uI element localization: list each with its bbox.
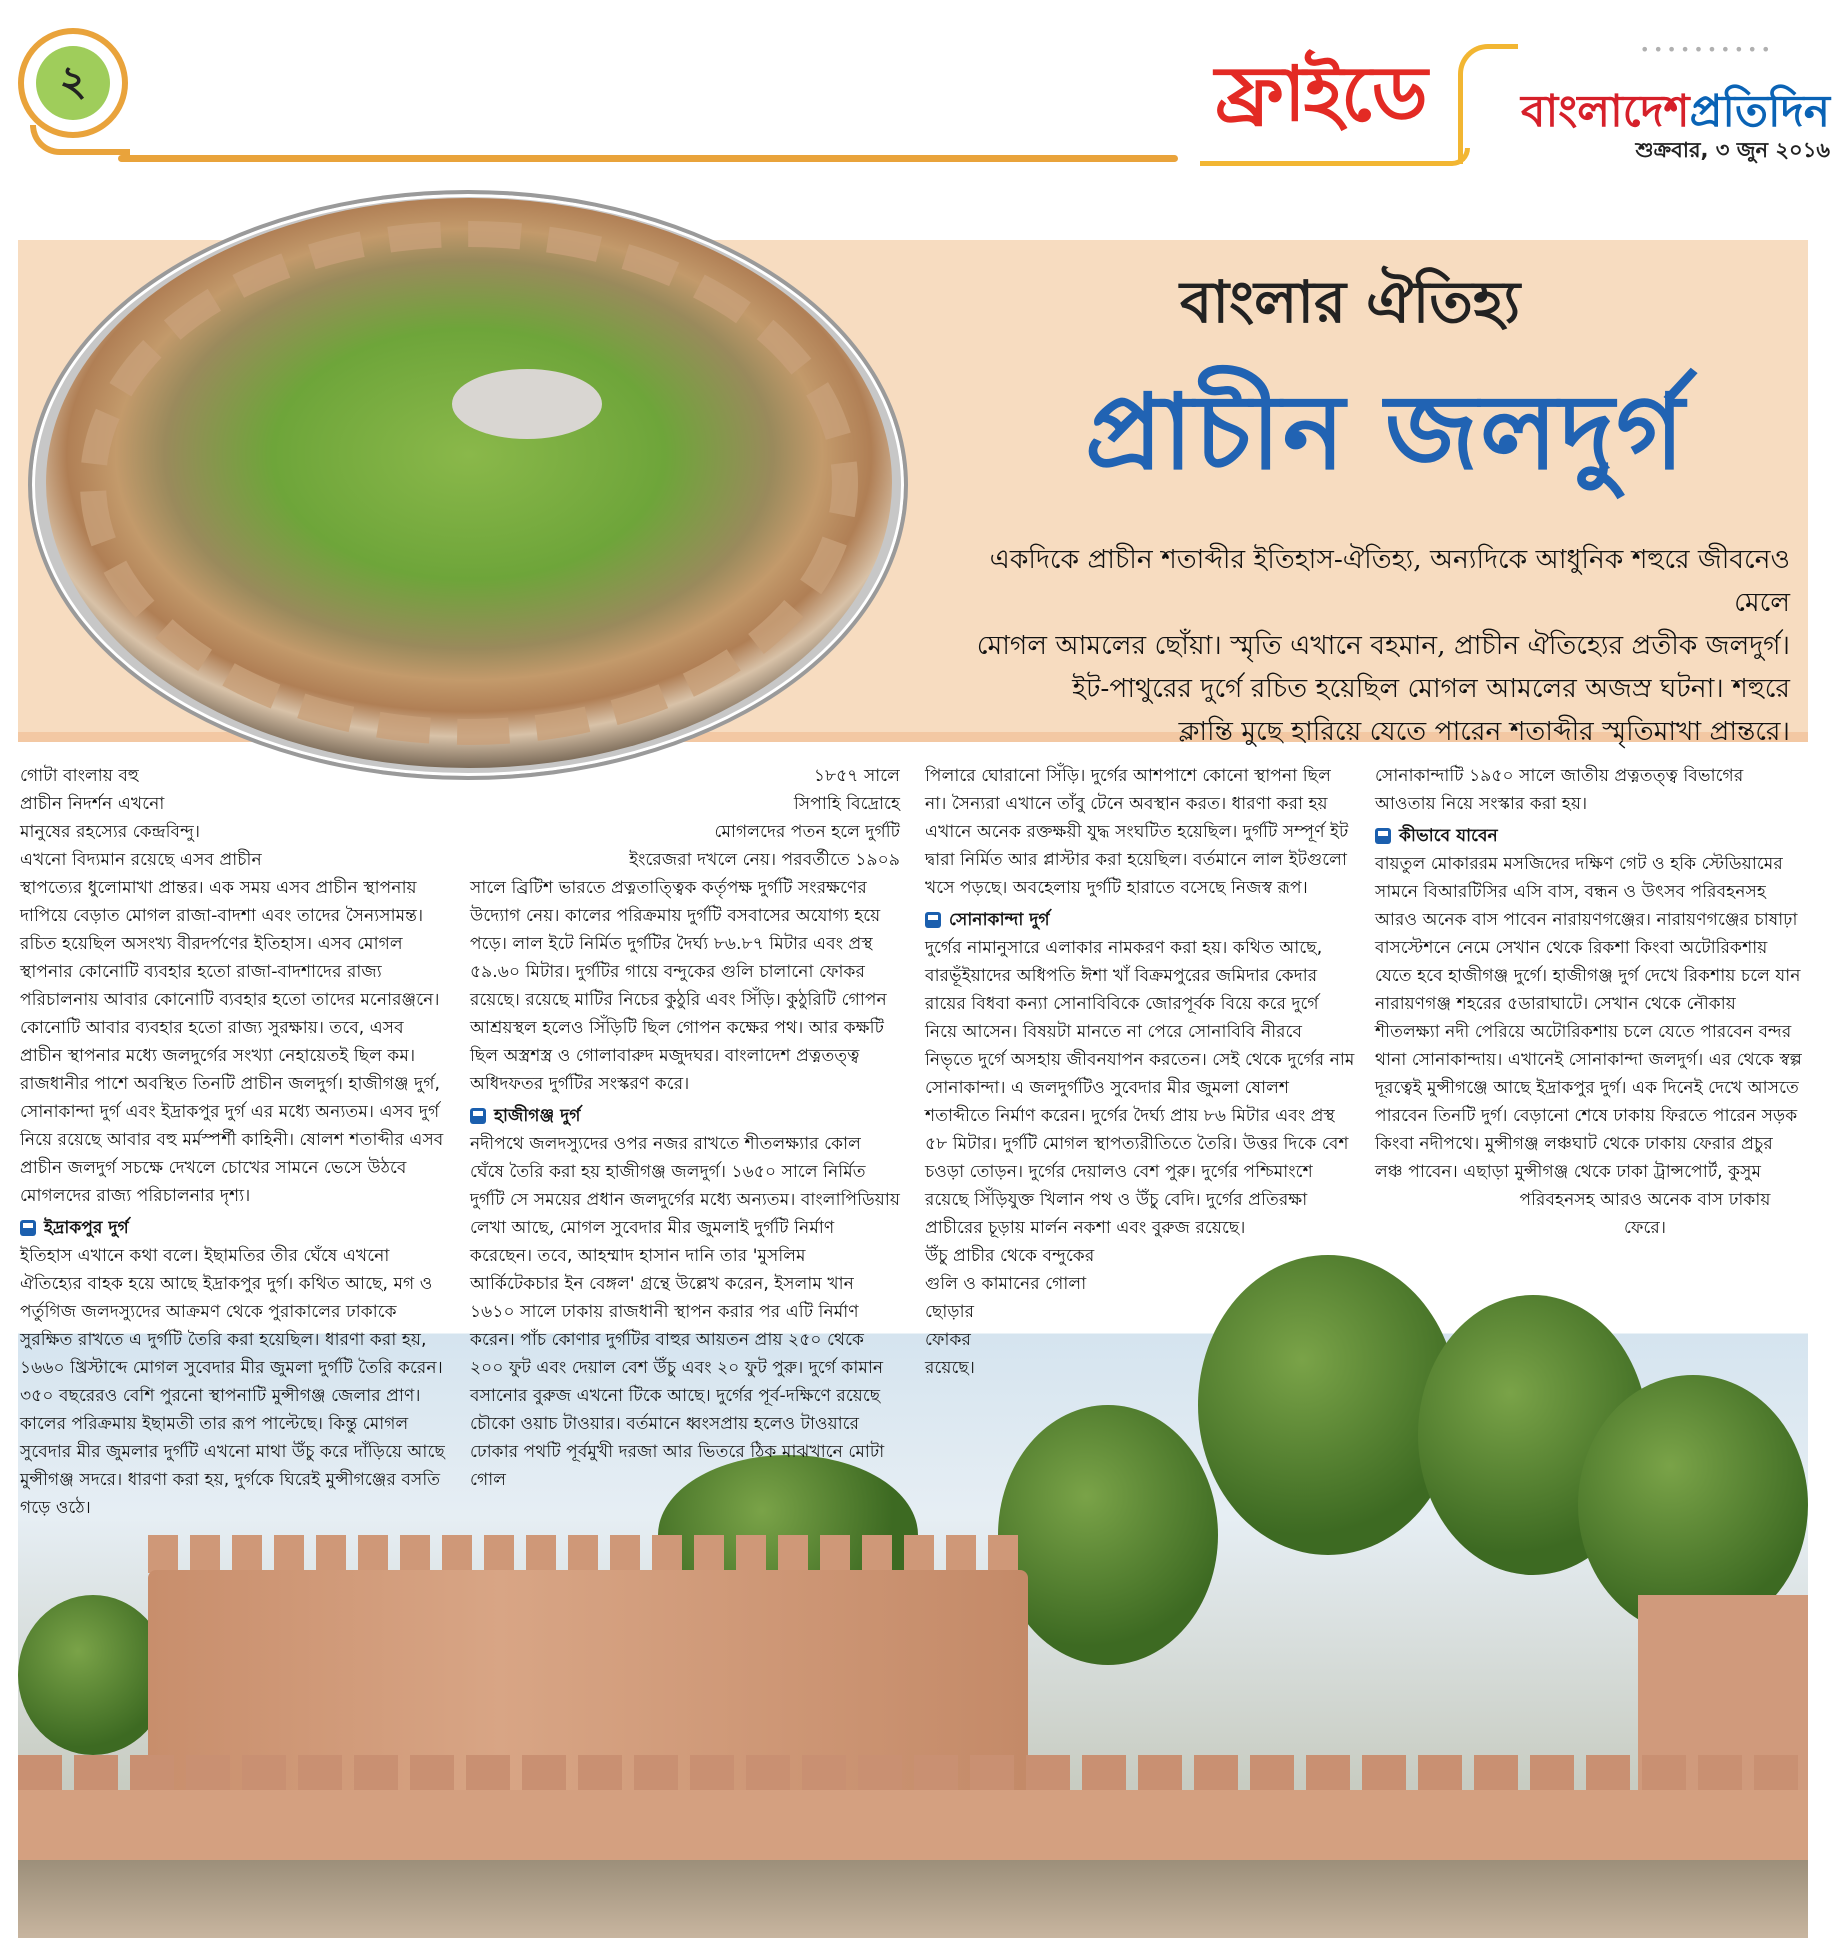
col2-subheading [470,1102,900,1130]
article-column-3 [925,762,1355,1382]
col3-subheading-text: সোনাকান্দা দুর্গ [949,910,1050,930]
page-number-badge [18,28,128,138]
col1-lead-line: মানুষের রহস্যের কেন্দ্রবিন্দু। [20,822,201,842]
col2-lead-line: সিপাহি বিদ্রোহে [793,794,900,814]
intro-line: ক্লান্তি মুছে হারিয়ে যেতে পারেন শতাব্দীর স্মৃতিমাখা প্রান্তরে। [1178,716,1790,747]
col1-paragraph: স্থাপত্যের ধুলোমাখা প্রান্তর। এক সময় এসব প্রাচীন স্থাপনায় দাপিয়ে বেড়াত মোগল রাজা-বাদশা এবং তাদের সৈন্যসামন্ত। রচিত হয়েছিল অসংখ্য বীরদর্পণের ইতিহাস। এসব মোগল স্থাপনার কোনোটি ব্যবহার হতো রাজা-বাদশাদের রাজ্য পরিচালনায় আবার কোনোটি ব্যবহার হতো তাদের মনোরঞ্জনে। কোনোটি আবার ব্যবহার হতো রাজ্য সুরক্ষায়। তবে, এসব প্রাচীন স্থাপনার মধ্যে জলদুর্গের সংখ্যা নেহায়েতই ছিল কম। রাজধানীর পাশে অবস্থিত তিনটি প্রাচীন জলদুর্গ। হাজীগঞ্জ দুর্গ, সোনাকান্দা দুর্গ এবং ইদ্রাকপুর দুর্গ এর মধ্যে অন্যতম। এসব দুর্গ নিয়ে রয়েছে আবার বহু মর্মস্পর্শী কাহিনী। ষোলশ শতাব্দীর এসব প্রাচীন জলদুর্গ সচক্ষে দেখলে চোখের সামনে ভেসে উঠবে মোগলদের রাজ্য পরিচালনার দৃশ্য। [20,878,444,1206]
feature-intro [930,538,1790,753]
col2-lead-line: ১৮৫৭ সালে [813,766,900,786]
col1-lead-line: এখনো বিদ্যমান রয়েছে এসব প্রাচীন [20,850,262,870]
col4-subheading [1375,822,1805,850]
col1-lead-line: গোটা বাংলায় বহু [20,766,139,786]
col4-foot [1375,1186,1805,1242]
col3-tail [925,1242,1185,1382]
col1-paragraph: ইতিহাস এখানে কথা বলে। ইছামতির তীর ঘেঁষে এখনো ঐতিহ্যের বাহক হয়ে আছে ইদ্রাকপুর দুর্গ। কথিত আছে, মগ ও পর্তুগিজ জলদস্যুদের আক্রমণ থেকে পুরাকালের ঢাকাকে সুরক্ষিত রাখতে এ দুর্গটি তৈরি করা হয়েছিল। ধারণা করা হয়, ১৬৬০ খ্রিস্টাব্দে মোগল সুবেদার মীর জুমলা দুর্গটি তৈরি করেন। ৩৫০ বছরেরও বেশি পুরনো স্থাপনাটি মুন্সীগঞ্জ জেলার প্রাণ। কালের পরিক্রমায় ইছামতী তার রূপ পাল্টেছে। কিন্তু মোগল সুবেদার মীর জুমলার দুর্গটি এখনো মাথা উঁচু করে দাঁড়িয়ে আছে মুন্সীগঞ্জ সদরে। ধারণা করা হয়, দুর্গকে ঘিরেই মুন্সীগঞ্জের বসতি গড়ে ওঠে। [20,1246,445,1518]
col4-paragraph: বায়তুল মোকাররম মসজিদের দক্ষিণ গেট ও হকি স্টেডিয়ামের সামনে বিআরটিসির এসি বাস, বন্ধন ও উৎসব পরিবহনসহ আরও অনেক বাস পাবেন নারায়ণগঞ্জের। নারায়ণগঞ্জের চাষাঢ়া বাসস্টেশনে নেমে সেখান থেকে রিকশা কিংবা অটোরিকশায় যেতে হবে হাজীগঞ্জ দুর্গে। হাজীগঞ্জ দুর্গ দেখে রিকশায় চলে যান নারায়ণগঞ্জ শহরের ৫ডারাঘাটে। সেখান থেকে নৌকায় শীতলক্ষ্যা নদী পেরিয়ে অটোরিকশায় চলে যেতে পারবেন বন্দর থানা সোনাকান্দায়। এখানেই সোনাকান্দা জলদুর্গ। এর থেকে স্বল্প দূরত্বেই মুন্সীগঞ্জে আছে ইদ্রাকপুর দুর্গ। এক দিনেই দেখে আসতে পারবেন তিনটি দুর্গ। বেড়ানো শেষে ঢাকায় ফিরতে পারেন সড়ক কিংবা নদীপথে। মুন্সীগঞ্জ লঞ্চঘাট থেকে ঢাকায় ফেরার প্রচুর লঞ্চ পাবেন। এছাড়া মুন্সীগঞ্জ থেকে ঢাকা ট্রান্সপোর্ট, কুসুম [1375,854,1802,1182]
col2-paragraph: সালে ব্রিটিশ ভারতে প্রত্নতাত্ত্বিক কর্তৃপক্ষ দুর্গটি সংরক্ষণের উদ্যোগ নেয়। কালের পরিক্রমায় দুর্গটি বসবাসের অযোগ্য হয়ে পড়ে। লাল ইটে নির্মিত দুর্গটির দৈর্ঘ্য ৮৬.৮৭ মিটার এবং প্রস্থ ৫৯.৬০ মিটার। দুর্গটির গায়ে বন্দুকের গুলি চালানো ফোকর রয়েছে। রয়েছে মাটির নিচের কুঠুরি এবং সিঁড়ি। কুঠুরিটি গোপন আশ্রয়স্থল হলেও সিঁড়িটি ছিল গোপন কক্ষের পথ। আর কক্ষটি ছিল অস্ত্রশস্ত্র ও গোলাবারুদ মজুদঘর। বাংলাদেশ প্রত্নতত্ত্ব অধিদফতর দুর্গটির সংস্করণ করে। [470,878,887,1094]
bus-icon [20,1220,36,1236]
intro-line: ইট-পাথুরের দুর্গে রচিত হয়েছিল মোগল আমলের অজস্র ঘটনা। শহুরে [1072,673,1790,704]
masthead-bottom-rule [1200,148,1470,166]
bus-icon [470,1108,486,1124]
col1-lead-line: প্রাচীন নিদর্শন এখনো [20,794,165,814]
col3-tail-line: উঁচু প্রাচীর থেকে বন্দুকের [925,1246,1095,1266]
col3-tail-line: গুলি ও কামানের গোলা [925,1274,1087,1294]
col4-paragraph: সোনাকান্দাটি ১৯৫০ সালে জাতীয় প্রত্নতত্ত্ব বিভাগের আওতায় নিয়ে সংস্কার করা হয়। [1375,766,1744,814]
col3-tail-line: রয়েছে। [925,1358,975,1378]
photo-tree [18,1595,168,1755]
col2-paragraph: নদীপথে জলদস্যুদের ওপর নজর রাখতে শীতলক্ষ্যার কোল ঘেঁষে তৈরি করা হয় হাজীগঞ্জ জলদুর্গ। ১৬৫০ সালে নির্মিত দুর্গটি সে সময়ের প্রধান জলদুর্গের মধ্যে অন্যতম। বাংলাপিডিয়ায় লেখা আছে, মোগল সুবেদার মীর জুমলাই দুর্গটি নির্মাণ করেছেন। তবে, আহম্মাদ হাসান দানি তার 'মুসলিম আর্কিটেকচার ইন বেঙ্গল' গ্রন্থে উল্লেখ করেন, ইসলাম খান ১৬১০ সালে ঢাকায় রাজধানী স্থাপন করার পর এটি নির্মাণ করেন। পাঁচ কোণার দুর্গটির বাহুর আয়তন প্রায় ২৫০ থেকে ২০০ ফুট এবং দেয়াল বেশ উঁচু এবং ২০ ফুট পুরু। দুর্গে কামান বসানোর বুরুজ এখনো টিকে আছে। দুর্গের পূর্ব-দক্ষিণে রয়েছে চৌকো ওয়াচ টাওয়ার। বর্তমানে ধ্বংসপ্রায় হলেও টাওয়ারে ঢোকার পথটি পূর্বমুখী দরজা আর ভিতরে ঠিক মাঝখানে মোটা গোল [470,1134,900,1490]
col2-subheading-text: হাজীগঞ্জ দুর্গ [494,1106,581,1126]
issue-date: শুক্রবার, ৩ জুন ২০১৬ [1635,138,1830,162]
bus-icon [925,912,941,928]
col3-paragraph: দুর্গের নামানুসারে এলাকার নামকরণ করা হয়। কথিত আছে, বারভূঁইয়াদের অধিপতি ঈশা খাঁ বিক্রমপুরের জমিদার কেদার রায়ের বিধবা কন্যা সোনাবিবিকে জোরপূর্বক বিয়ে করে দুর্গে নিয়ে আসেন। বিষয়টা মানতে না পেরে সোনাবিবি নীরবে নিভৃতে দুর্গে অসহায় জীবনযাপন করতেন। সেই থেকে দুর্গের নাম সোনাকান্দা। এ জলদুর্গটিও সুবেদার মীর জুমলা ষোলশ শতাব্দীতে নির্মাণ করেন। দুর্গের দৈর্ঘ্য প্রায় ৮৬ মিটার এবং প্রস্থ ৫৮ মিটার। দুর্গটি মোগল স্থাপত্যরীতিতে তৈরি। উত্তর দিকে বেশ চওড়া তোড়ন। দুর্গের দেয়ালও বেশ পুরু। দুর্গের পশ্চিমাংশে রয়েছে সিঁড়িযুক্ত খিলান পথ ও উঁচু বেদি। দুর্গের প্রতিরক্ষা প্রাচীরের চূড়ায় মার্লন নকশা এবং বুরুজ রয়েছে। [925,938,1355,1238]
col4-foot-line: পরিবহনসহ আরও অনেক বাস ঢাকায় [1519,1190,1771,1210]
masthead-part2: প্রতিদিন [1689,86,1830,137]
masthead-part1: বাংলাদেশ [1521,86,1690,137]
photo-moat-water [18,1860,1808,1938]
intro-line: একদিকে প্রাচীন শতাব্দীর ইতিহাস-ঐতিহ্য, অন্যদিকে আধুনিক শহুরে জীবনেও মেলে [989,544,1790,618]
col3-paragraph: পিলারে ঘোরানো সিঁড়ি। দুর্গের আশপাশে কোনো স্থাপনা ছিল না। সৈন্যরা এখানে তাঁবু টেনে অবস্থান করত। ধারণা করা হয় এখানে অনেক রক্তক্ষয়ী যুদ্ধ সংঘটিত হয়েছিল। দুর্গটি সম্পূর্ণ ইট দ্বারা নির্মিত আর প্লাস্টার করা হয়েছিল। বর্তমানে লাল ইটগুলো খসে পড়ছে। অবহেলায় দুর্গটি হারাতে বসেছে নিজস্ব রূপ। [925,766,1349,898]
feature-headline: প্রাচীন জলদুর্গ [1085,370,1687,493]
col1-subheading-text: ইদ্রাকপুর দুর্গ [44,1218,129,1238]
article-column-2 [470,762,900,1494]
col3-subheading [925,906,1355,934]
fisheye-fort-photo [46,198,892,768]
col1-subheading [20,1214,450,1242]
col4-subheading-text: কীভাবে যাবেন [1399,826,1498,846]
article-column-1 [20,762,450,1522]
col4-foot-line: ফেরে। [1623,1218,1667,1238]
feature-kicker: বাংলার ঐতিহ্য [1180,268,1521,336]
col2-lead [470,762,900,874]
col2-lead-line: ইংরেজরা দখলে নেয়। পরবর্তীতে ১৯০৯ [629,850,900,870]
friday-section-logo: ফ্রাইডে [1215,49,1426,138]
col2-lead-line: মোগলদের পতন হলে দুর্গটি [714,822,900,842]
article-column-4 [1375,762,1805,1242]
header-rule [118,155,1178,162]
masthead-dots: •••••••••• [1640,40,1775,59]
page-number: ২ [36,46,110,120]
photo-outer-wall [18,1790,1808,1860]
photo-outer-merlons [18,1755,1808,1793]
photo-tree [998,1405,1218,1665]
photo-fort-wall [80,221,858,745]
intro-line: মোগল আমলের ছোঁয়া। স্মৃতি এখানে বহমান, প্রাচীন ঐতিহ্যের প্রতীক জলদুর্গ। [976,630,1790,661]
photo-puddle [452,369,602,439]
col3-tail-line: ফোকর [925,1330,971,1350]
col3-tail-line: ছোড়ার [925,1302,975,1322]
photo-round-merlons [148,1535,1028,1573]
bus-icon [1375,828,1391,844]
